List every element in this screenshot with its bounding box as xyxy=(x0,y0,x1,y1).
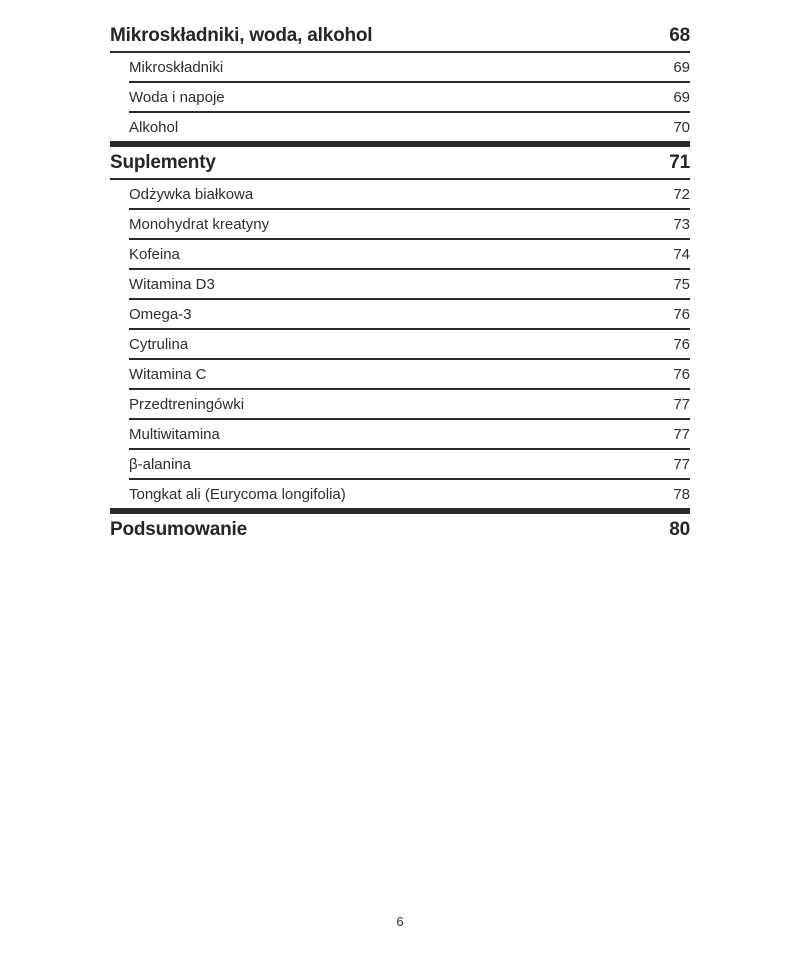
entry-page-number: 74 xyxy=(673,245,690,263)
toc-entry[interactable] xyxy=(129,113,690,141)
entry-page-number: 76 xyxy=(673,365,690,383)
entry-title: Kofeina xyxy=(129,245,180,263)
toc-entry[interactable] xyxy=(129,53,690,83)
toc-entry[interactable] xyxy=(129,480,690,508)
entry-page-number: 69 xyxy=(673,58,690,76)
entry-page-number: 76 xyxy=(673,335,690,353)
entry-title: Cytrulina xyxy=(129,335,189,353)
toc-entry[interactable] xyxy=(129,83,690,113)
entry-page-number: 77 xyxy=(673,395,690,413)
entry-title: Witamina C xyxy=(129,365,207,383)
entry-page-number: 73 xyxy=(673,215,690,233)
toc-entry[interactable] xyxy=(129,210,690,240)
entry-title: Omega-3 xyxy=(129,305,192,323)
toc-section-suplementy xyxy=(110,147,690,514)
entry-page-number: 70 xyxy=(673,118,690,136)
section-page-number: 71 xyxy=(669,151,690,173)
entry-title: Multiwitamina xyxy=(129,425,220,443)
entry-page-number: 77 xyxy=(673,425,690,443)
entry-page-number: 77 xyxy=(673,455,690,473)
entry-title: Tongkat ali (Eurycoma longifolia) xyxy=(129,485,346,503)
entry-title: Woda i napoje xyxy=(129,88,225,106)
toc-entry[interactable] xyxy=(129,450,690,480)
entry-title: Witamina D3 xyxy=(129,275,215,293)
page-number: 6 xyxy=(396,914,404,929)
entry-title: β-alanina xyxy=(129,455,191,473)
toc-section-heading[interactable] xyxy=(110,20,690,53)
toc-entry[interactable] xyxy=(129,360,690,390)
entry-page-number: 78 xyxy=(673,485,690,503)
toc-section-podsumowanie xyxy=(110,514,690,545)
section-title: Suplementy xyxy=(110,151,216,173)
toc-section-heading[interactable] xyxy=(110,147,690,180)
toc-entry[interactable] xyxy=(129,330,690,360)
entry-title: Monohydrat kreatyny xyxy=(129,215,270,233)
section-page-number: 68 xyxy=(669,24,690,46)
entry-page-number: 76 xyxy=(673,305,690,323)
toc-entry[interactable] xyxy=(129,180,690,210)
toc-entry[interactable] xyxy=(129,420,690,450)
toc-entry[interactable] xyxy=(129,300,690,330)
toc-section-heading[interactable] xyxy=(110,514,690,545)
toc-entry[interactable] xyxy=(129,240,690,270)
section-page-number: 80 xyxy=(669,518,690,540)
entry-page-number: 69 xyxy=(673,88,690,106)
entry-page-number: 72 xyxy=(673,185,690,203)
toc-entry[interactable] xyxy=(129,270,690,300)
entry-title: Alkohol xyxy=(129,118,179,136)
entry-title: Odżywka białkowa xyxy=(129,185,254,203)
section-title: Podsumowanie xyxy=(110,518,247,540)
entry-title: Przedtreningówki xyxy=(129,395,245,413)
table-of-contents xyxy=(110,20,690,545)
toc-entry[interactable] xyxy=(129,390,690,420)
section-title: Mikroskładniki, woda, alkohol xyxy=(110,24,373,46)
entry-page-number: 75 xyxy=(673,275,690,293)
toc-section-mikroskladniki xyxy=(110,20,690,147)
entry-title: Mikroskładniki xyxy=(129,58,224,76)
